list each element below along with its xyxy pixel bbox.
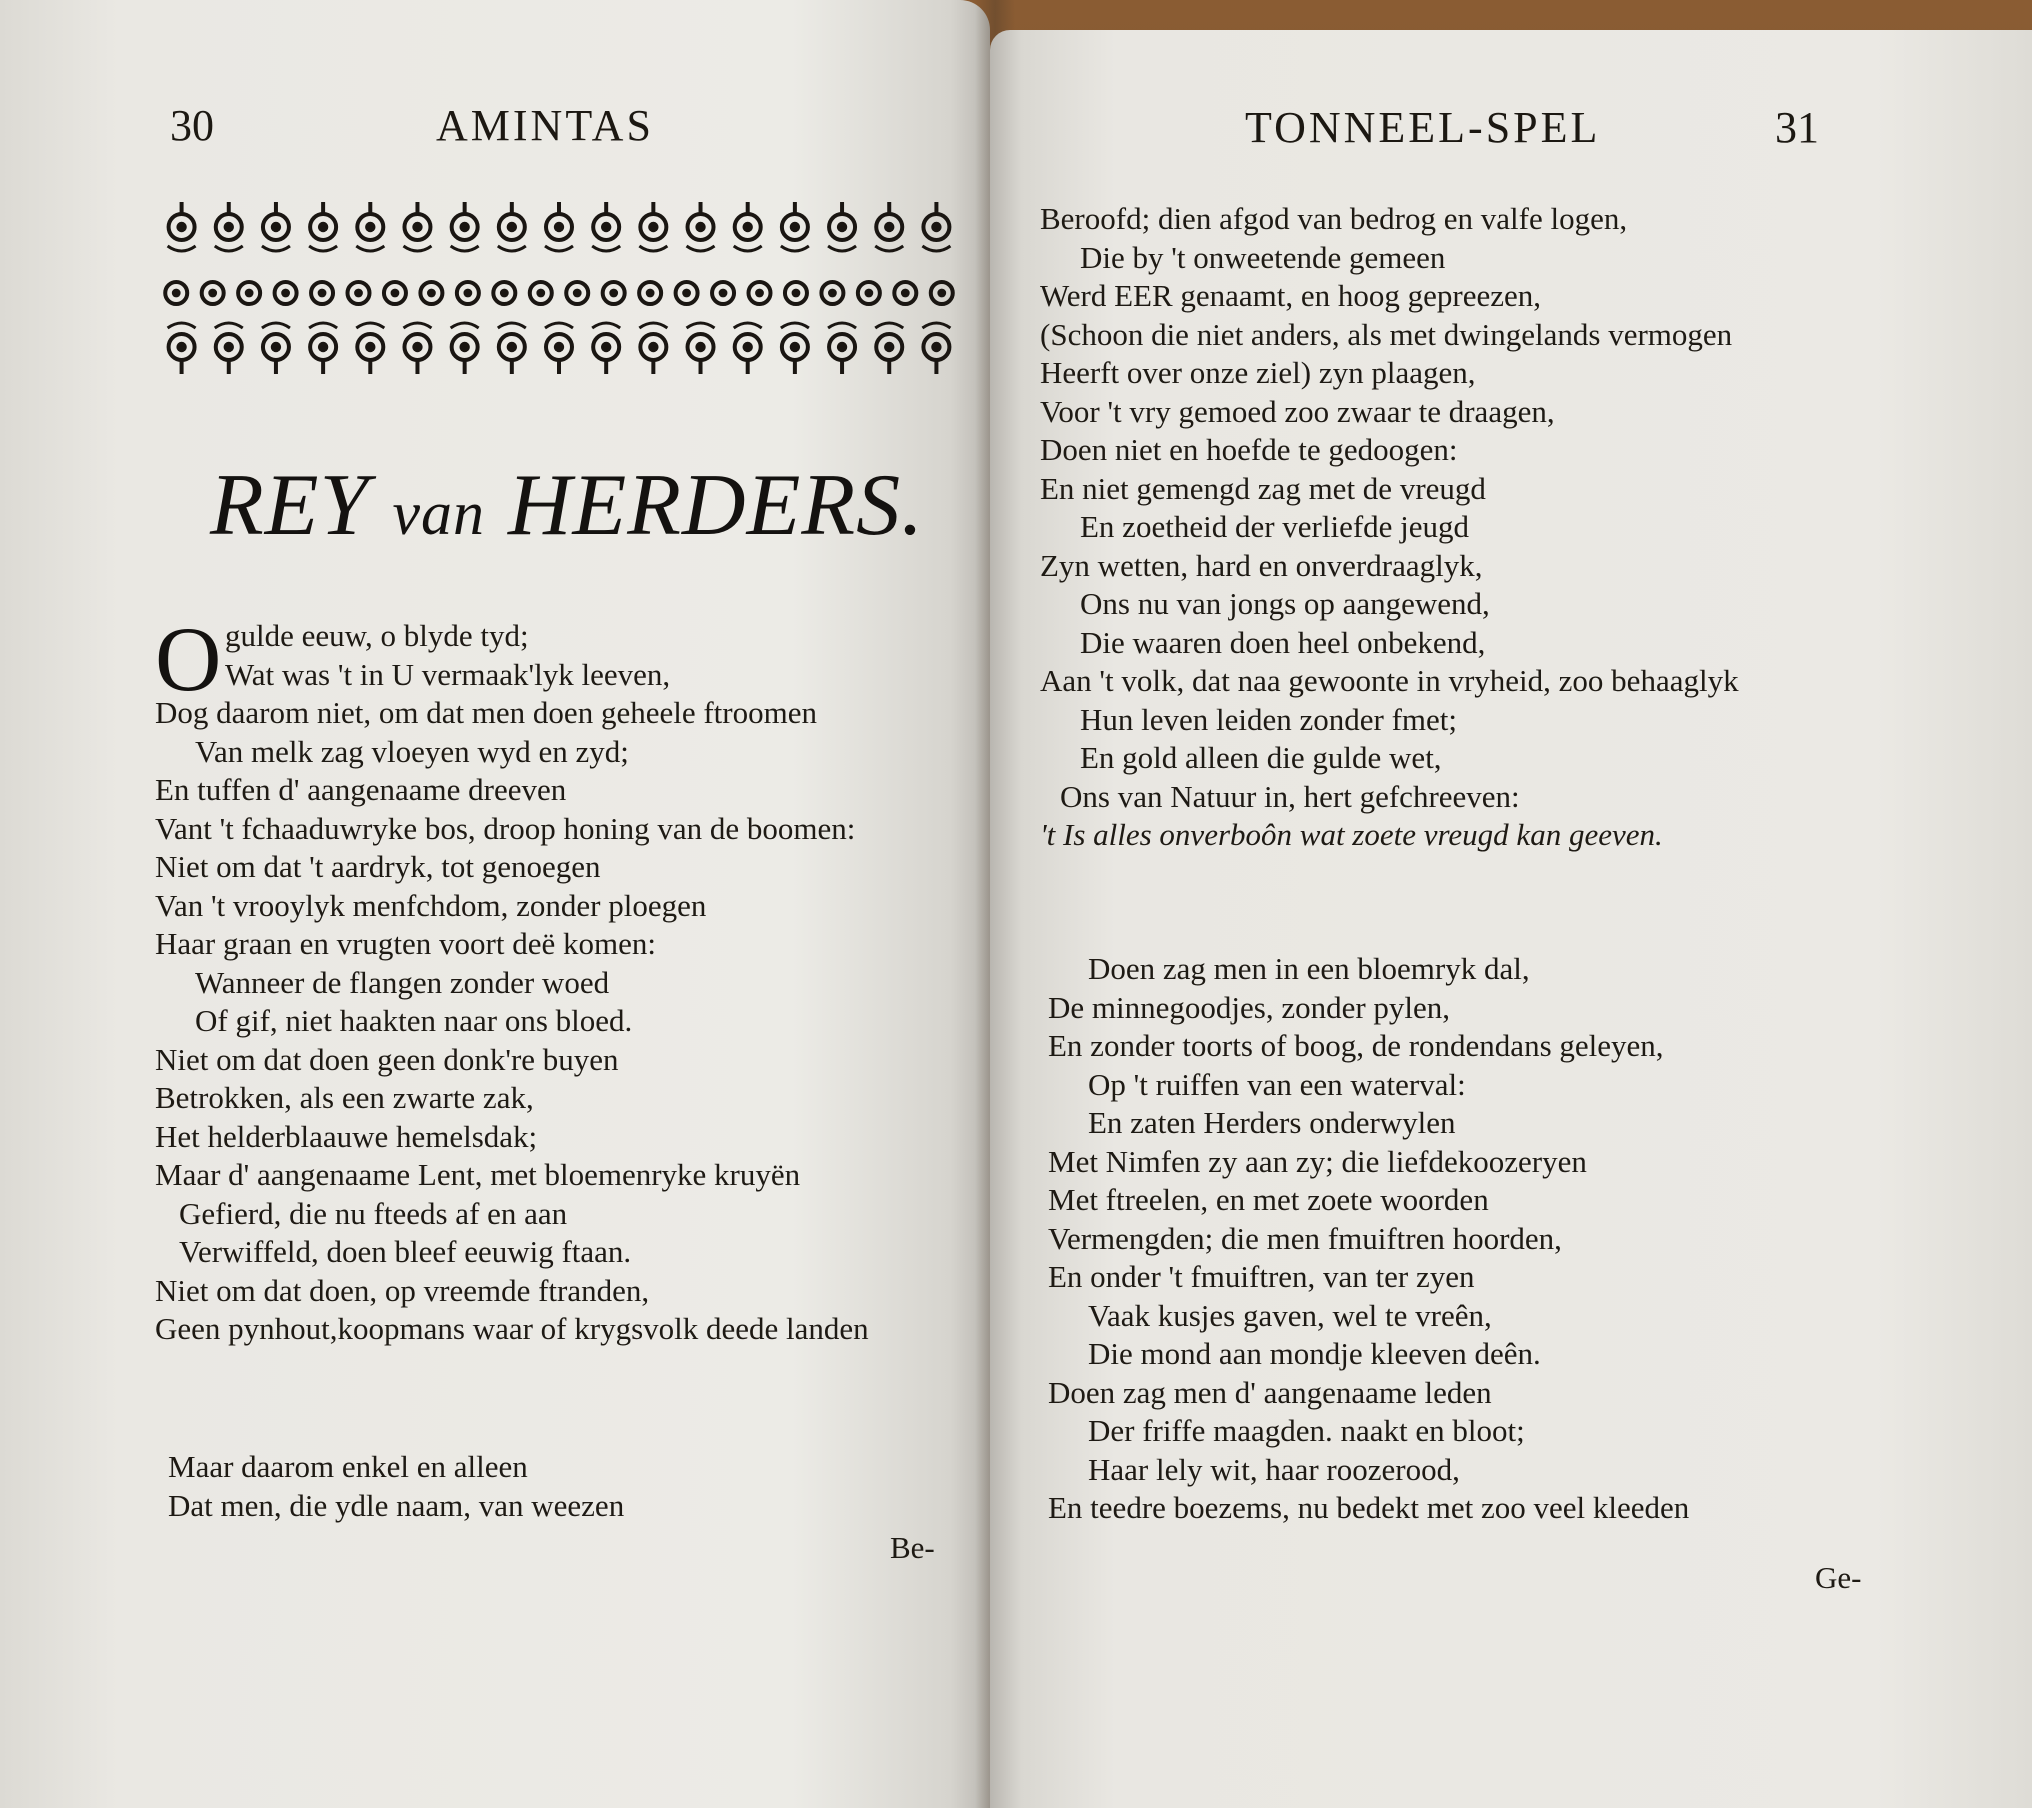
ornament-flower xyxy=(875,323,903,374)
verse-line: Die waaren doen heel onbekend, xyxy=(1080,624,1486,660)
ornament-flower xyxy=(676,282,698,304)
ornament-flower xyxy=(781,323,809,374)
ornament-flower xyxy=(262,323,290,374)
verse-line: Van 't vrooylyk menfchdom, zonder ploegen xyxy=(155,887,707,923)
ornament-flower xyxy=(356,323,384,374)
ornament-flower xyxy=(403,323,431,374)
ornament-flower xyxy=(687,323,715,374)
verse-line: Hun leven leiden zonder fmet; xyxy=(1080,701,1458,737)
ornament-flower xyxy=(545,323,573,374)
verse-line: Werd EER genaamt, en hoog gepreezen, xyxy=(1040,278,1542,313)
ornament-flower xyxy=(734,323,762,374)
ornament-flower xyxy=(262,202,290,251)
left-stanza-1 xyxy=(155,608,955,1349)
running-head-left: AMINTAS xyxy=(436,101,654,150)
verse-line: Ons nu van jongs op aangewend, xyxy=(1080,586,1490,621)
verse-line: Niet om dat 't aardryk, tot genoegen xyxy=(155,849,601,884)
ornament-flower xyxy=(592,202,620,251)
verse-line: Dog daarom niet, om dat men doen geheele ftroomen xyxy=(155,695,817,730)
ornament-flower xyxy=(498,202,526,251)
ornament-flower xyxy=(202,282,224,304)
section-title xyxy=(210,455,924,556)
left-page xyxy=(0,0,990,1808)
ornament-flower xyxy=(639,202,667,251)
verse-line: En zaten Herders onderwylen xyxy=(1088,1105,1456,1140)
page-number-left: 30 xyxy=(170,101,214,150)
verse-line: (Schoon die niet anders, als met dwingelands vermogen xyxy=(1040,316,1733,352)
verse-line: Niet om dat doen, op vreemde ftranden, xyxy=(155,1272,650,1308)
ornament-flower xyxy=(403,202,431,251)
title-word-rey: REY xyxy=(210,457,370,554)
ornament-flower xyxy=(238,282,260,304)
ornament-flower xyxy=(530,282,552,304)
ornament-flower xyxy=(592,323,620,374)
ornament-flower xyxy=(687,202,715,251)
verse-line: Wanneer de flangen zonder woed xyxy=(195,964,610,1000)
verse-line: En zoetheid der verliefde jeugd xyxy=(1080,509,1470,544)
right-page xyxy=(990,30,2032,1808)
left-stanza-2 xyxy=(168,1448,948,1525)
verse-line: Geen pynhout,koopmans waar of krygsvolk deede landen xyxy=(155,1311,869,1346)
verse-line: Maar daarom enkel en alleen xyxy=(168,1449,528,1484)
ornament-flower xyxy=(828,323,856,374)
verse-line: Gefierd, die nu fteeds af en aan xyxy=(179,1195,568,1231)
ornament-flower xyxy=(384,282,406,304)
ornament-flower xyxy=(922,323,950,374)
ornament-flower xyxy=(311,282,333,304)
verse-line: Beroofd; dien afgod van bedrog en valfe logen, xyxy=(1040,201,1628,236)
ornament-flower xyxy=(420,282,442,304)
verse-line: Heerft over onze ziel) zyn plaagen, xyxy=(1040,355,1476,390)
verse-line: Ons van Natuur in, hert gefchreeven: xyxy=(1060,778,1520,814)
verse-line: Vaak kusjes gaven, wel te vreên, xyxy=(1088,1297,1492,1333)
ornament-flower xyxy=(215,202,243,251)
ornament-flower xyxy=(821,282,843,304)
catchword-right: Ge- xyxy=(1815,1560,1862,1595)
ornament-flower xyxy=(168,202,196,251)
verse-line: Niet om dat doen geen donk're buyen xyxy=(155,1041,619,1077)
verse-line: Voor 't vry gemoed zoo zwaar te draagen, xyxy=(1040,393,1555,429)
ornament-flower xyxy=(309,202,337,251)
verse-line: Vant 't fchaaduwryke bos, droop honing van de boomen: xyxy=(155,810,856,846)
title-word-herders: HERDERS. xyxy=(507,457,925,554)
verse-line: Dat men, die ydle naam, van weezen xyxy=(168,1487,625,1523)
ornament-flower xyxy=(785,282,807,304)
verse-line: Of gif, niet haakten naar ons bloed. xyxy=(195,1003,633,1038)
drop-cap-letter: O xyxy=(155,608,222,710)
ornament-flower xyxy=(348,282,370,304)
ornament-flower xyxy=(858,282,880,304)
ornament-flower xyxy=(603,282,625,304)
ornament-flower xyxy=(275,282,297,304)
floral-ornament-band xyxy=(158,195,960,385)
catchword-left: Be- xyxy=(890,1530,935,1565)
verse-line: Verwiffeld, doen bleef eeuwig ftaan. xyxy=(179,1234,632,1269)
verse-line: Zyn wetten, hard en onverdraaglyk, xyxy=(1040,547,1483,583)
ornament-flower xyxy=(639,323,667,374)
verse-line: En tuffen d' aangenaame dreeven xyxy=(155,772,567,807)
verse-line: Doen zag men in een bloemryk dal, xyxy=(1088,951,1530,986)
ornament-flower xyxy=(498,323,526,374)
verse-line: Op 't ruiffen van een waterval: xyxy=(1088,1066,1466,1102)
ornament-flower xyxy=(712,282,734,304)
ornament-flower xyxy=(734,202,762,251)
verse-line: Met ftreelen, en met zoete woorden xyxy=(1048,1182,1489,1217)
verse-line: Aan 't volk, dat naa gewoonte in vryheid, zoo behaaglyk xyxy=(1040,663,1739,698)
ornament-flower xyxy=(566,282,588,304)
ornament-flower xyxy=(639,282,661,304)
running-head-right: TONNEEL-SPEL xyxy=(1245,103,1601,152)
ornament-flower xyxy=(457,282,479,304)
verse-line: Doen niet en hoefde te gedoogen: xyxy=(1040,432,1458,467)
ornament-flower xyxy=(749,282,771,304)
verse-line: Het helderblaauwe hemelsdak; xyxy=(155,1118,538,1154)
verse-line: Betrokken, als een zwarte zak, xyxy=(155,1080,534,1115)
verse-line: En gold alleen die gulde wet, xyxy=(1080,740,1442,775)
verse-line: Doen zag men d' aangenaame leden xyxy=(1048,1374,1492,1410)
ornament-flower xyxy=(356,202,384,251)
ornament-flower xyxy=(493,282,515,304)
verse-line: Der friffe maagden. naakt en bloot; xyxy=(1088,1413,1525,1448)
ornament-flower xyxy=(215,323,243,374)
verse-line: Met Nimfen zy aan zy; die liefdekoozeryen xyxy=(1048,1143,1587,1179)
title-word-van: van xyxy=(392,480,485,548)
verse-line: Maar d' aangenaame Lent, met bloemenryke kruyën xyxy=(155,1157,801,1192)
verse-line: Die by 't onweetende gemeen xyxy=(1080,239,1446,275)
ornament-flower xyxy=(875,202,903,251)
page-number-right: 31 xyxy=(1775,103,1819,152)
verse-line: En zonder toorts of boog, de rondendans geleyen, xyxy=(1048,1028,1664,1063)
ornament-flower xyxy=(451,202,479,251)
ornament-flower xyxy=(309,323,337,374)
verse-line: Vermengden; die men fmuiftren hoorden, xyxy=(1048,1220,1562,1256)
verse-line: En teedre boezems, nu bedekt met zoo veel kleeden xyxy=(1048,1490,1690,1525)
verse-line: En onder 't fmuiftren, van ter zyen xyxy=(1048,1259,1475,1294)
right-stanza-2 xyxy=(1048,950,2018,1528)
verse-line: Die mond aan mondje kleeven deên. xyxy=(1088,1336,1541,1371)
verse-line: Haar lely wit, haar roozerood, xyxy=(1088,1451,1460,1487)
verse-line: 't Is alles onverboôn wat zoete vreugd kan geeven. xyxy=(1040,817,1663,852)
ornament-flower xyxy=(931,282,953,304)
ornament-flower xyxy=(828,202,856,251)
verse-line: Haar graan en vrugten voort deë komen: xyxy=(155,926,656,961)
verse-line: De minnegoodjes, zonder pylen, xyxy=(1048,989,1451,1025)
verse-line: Wat was 't in U vermaak'lyk leeven, xyxy=(225,656,671,692)
ornament-flower xyxy=(165,282,187,304)
verse-line: gulde eeuw, o blyde tyd; xyxy=(225,618,529,653)
verse-line: En niet gemengd zag met de vreugd xyxy=(1040,470,1486,506)
verse-line: Van melk zag vloeyen wyd en zyd; xyxy=(195,733,629,769)
ornament-flower xyxy=(168,323,196,374)
ornament-flower xyxy=(781,202,809,251)
ornament-flower xyxy=(922,202,950,251)
ornament-flower xyxy=(451,323,479,374)
ornament-flower xyxy=(545,202,573,251)
ornament-flower xyxy=(894,282,916,304)
right-stanza-1 xyxy=(1040,200,2020,855)
